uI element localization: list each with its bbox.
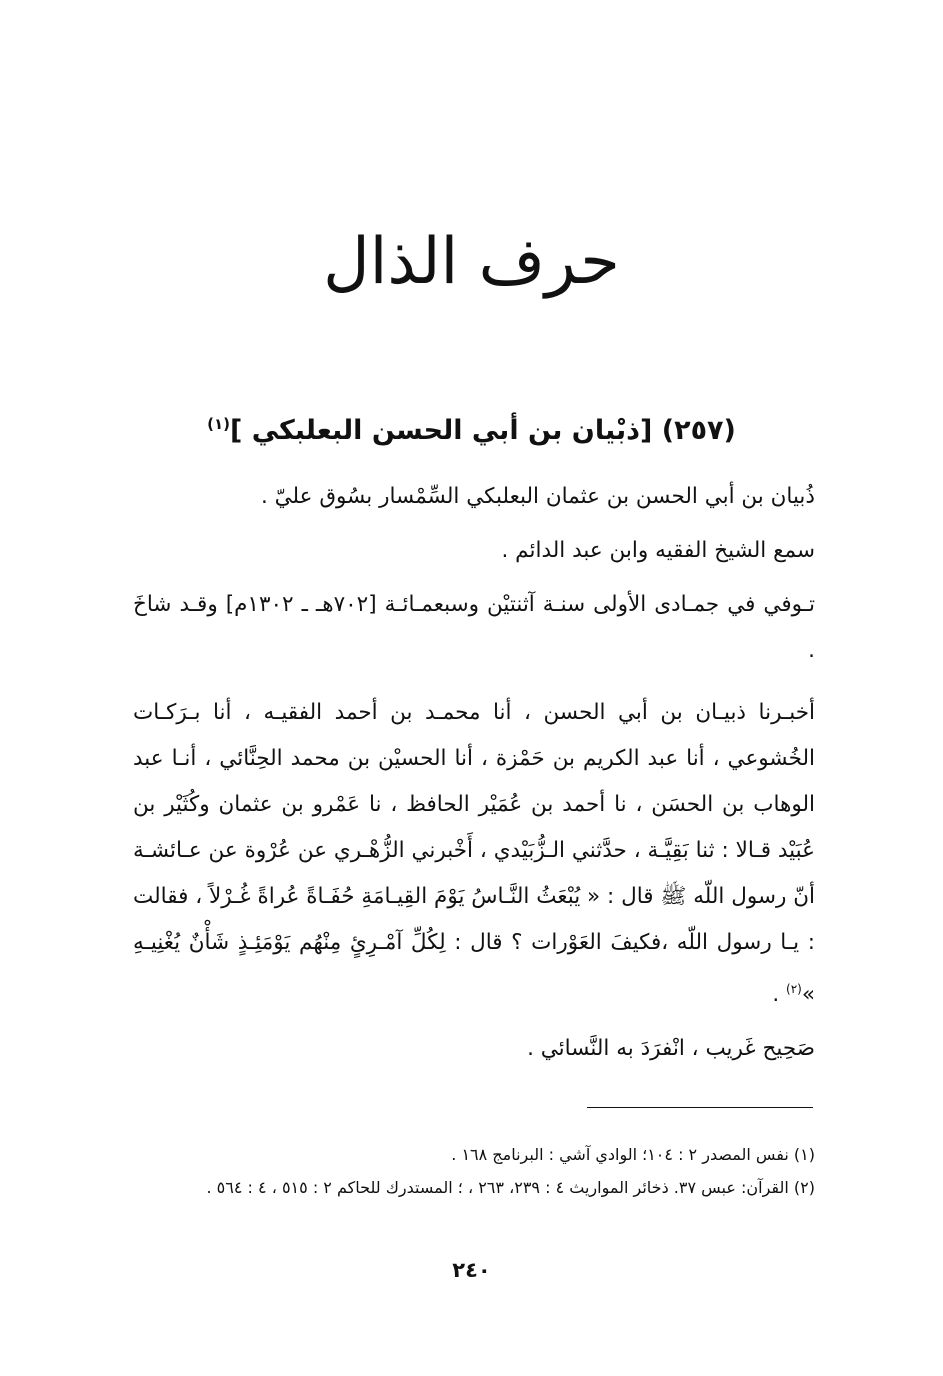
footnote-2: (٢) القرآن: عبس ٣٧. ذخائر المواريث ٤ : ٢٣٩، ٢٦٣ ، ؛ المستدرك للحاكم ٢ : ٥١٥ ، ٤ : ٥٦٤ . <box>206 1178 815 1197</box>
entry-body <box>133 474 815 1072</box>
heading-footnote-marker: (١) <box>207 415 230 433</box>
footnotes <box>125 1138 815 1204</box>
footnote-divider <box>587 1107 813 1108</box>
paragraph-teachers: سمع الشيخ الفقيه وابن عبد الدائم . <box>501 538 815 563</box>
paragraph-name: ذُبيان بن أبي الحسن بن عثمان البعلبكي السِّمْسار بسُوق عليّ . <box>260 484 815 509</box>
page-number: ٢٤٠ <box>452 1258 491 1282</box>
hadith-end: . <box>772 982 787 1008</box>
footnote-1: (١) نفس المصدر ٢ : ١٠٤؛ الوادي آشي : البرنامج ١٦٨ . <box>451 1145 815 1164</box>
paragraph-death: تـوفي في جمـادى الأولى سنـة آثنتيْن وسبعمـائـة [٧٠٢هـ ـ ١٣٠٢م] وقـد شاخَ . <box>133 592 815 663</box>
paragraph-hadith <box>133 690 815 1018</box>
paragraph-grading: صَحِيح غَريب ، انْفرَدَ به النَّسائي . <box>527 1036 815 1062</box>
chapter-title: حرف الذال <box>323 225 620 299</box>
hadith-text: أخبـرنا ذبيـان بن أبي الحسن ، أنا محمـد بن أحمد الفقيـه ، أنا بـرَكـات الخُشوعي ، أنا عبد الكريم بن حَمْزة ، أنا الحسيْن بن محمد الحِنَّائي ، أنـا عبد الوهاب بن الحسَن ، نا أحمد بن عُمَيْر الحافظ ، نا عَمْرو بن عثمان وكُثَيْر بن عُبَيْد قـالا : ثنا بَقِيَّـة ، حدَّثني الـزُّبَيْدي ، أَخْبرني الزُّهْـري عن عُرْوة عن عـائشـة أنّ رسول اللّه ﷺ قال : « يُبْعَثُ النَّـاسُ يَوْمَ القِيـامَةِ حُفَـاةً عُراةً غُـرْلاً ، فقالت : يـا رسول اللّه ،فكيفَ العَوْرات ؟ قال : لِكُلِّ آمْـرِئٍ مِنْهُم يَوْمَئِـذٍ شَأْنٌ يُغْنِيـهِ » <box>133 700 815 1008</box>
entry-heading <box>0 404 943 451</box>
hadith-footnote-marker: (٢) <box>786 982 802 996</box>
entry-heading-text: (٢٥٧) [ذبْيان بن أبي الحسن البعلبكي ] <box>229 415 736 446</box>
